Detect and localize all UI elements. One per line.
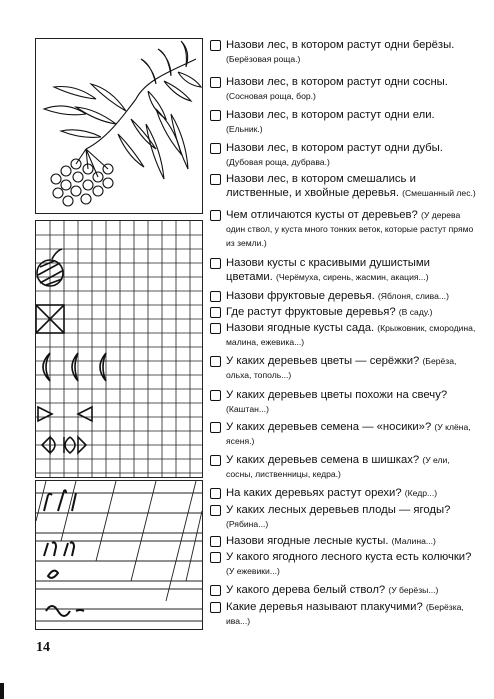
answer-hint: (Смешанный лес.) [402, 188, 476, 198]
question-item [210, 354, 478, 382]
checkbox[interactable] [210, 422, 221, 433]
question-item [210, 583, 478, 597]
question-item [210, 38, 478, 66]
question-text: У какого дерева белый ствол? [226, 584, 386, 596]
question-text: Какие деревья называют плакучими? [226, 601, 423, 613]
question-item [210, 534, 478, 548]
checkbox[interactable] [210, 602, 221, 613]
checkbox[interactable] [210, 323, 221, 334]
question-item [210, 486, 478, 500]
question-item [210, 420, 478, 448]
checkbox[interactable] [210, 258, 221, 269]
question-text: Назови лес, в котором растут одни сосны. [226, 76, 448, 88]
answer-hint: (У дерева один ствол, у куста много тонких веток, которые растут прямо из земли.) [226, 210, 474, 248]
answer-hint: (Яблоня, слива...) [377, 291, 449, 301]
answer-hint: (Берёза, ольха, тополь...) [226, 356, 457, 380]
question-item [210, 208, 478, 250]
question-item [210, 172, 478, 200]
checkbox[interactable] [210, 110, 221, 121]
answer-hint: (У ели, сосны, лиственницы, кедра.) [226, 455, 450, 479]
answer-hint: (Малина...) [391, 536, 436, 546]
answer-hint: (Ельник.) [226, 124, 263, 134]
answer-hint: (Рябина...) [226, 519, 269, 529]
question-text: У каких деревьев цветы — серёжки? [226, 355, 420, 367]
question-item [210, 289, 478, 303]
checkbox[interactable] [210, 356, 221, 367]
answer-hint: (Каштан...) [226, 404, 269, 414]
question-item [210, 75, 478, 103]
question-item [210, 550, 478, 578]
answer-hint: (Сосновая роща, бор.) [226, 91, 316, 101]
answer-hint: (Дубовая роща, дубрава.) [226, 157, 330, 167]
question-item [210, 388, 478, 416]
scan-edge-mark [0, 683, 4, 699]
checkbox[interactable] [210, 210, 221, 221]
question-text: У каких лесных деревьев плоды — ягоды? [226, 504, 451, 516]
answer-hint: (У ежевики...) [226, 566, 280, 576]
question-text: Назови кусты с красивыми душистыми цветами. [226, 257, 430, 283]
drawing-grid [35, 220, 203, 478]
question-text: Назови ягодные кусты сада. [226, 322, 375, 334]
question-item [210, 503, 478, 531]
answer-hint: (Берёзка, ива...) [226, 602, 464, 626]
answer-hint: (Берёзовая роща.) [226, 54, 301, 64]
checkbox[interactable] [210, 505, 221, 516]
checkbox[interactable] [210, 455, 221, 466]
question-text: У каких деревьев семена — «носики»? [226, 421, 432, 433]
question-text: Назови лес, в котором смешались и лиственные, и хвойные деревья. [226, 173, 416, 199]
question-text: У каких деревьев цветы похожи на свечу? [226, 389, 448, 401]
question-item [210, 600, 478, 628]
question-item [210, 305, 478, 319]
checkbox[interactable] [210, 488, 221, 499]
page-number: 14 [36, 640, 50, 655]
checkbox[interactable] [210, 174, 221, 185]
answer-hint: (Черёмуха, сирень, жасмин, акация...) [275, 272, 429, 282]
question-item [210, 321, 478, 349]
question-item [210, 108, 478, 136]
handwriting-practice [35, 480, 203, 630]
checkbox[interactable] [210, 143, 221, 154]
question-text: Назови ягодные лесные кусты. [226, 535, 389, 547]
question-item [210, 256, 478, 284]
question-text: Назови лес, в котором растут одни дубы. [226, 142, 443, 154]
question-text: У каких деревьев семена в шишках? [226, 454, 420, 466]
question-text: Назови лес, в котором растут одни ели. [226, 109, 435, 121]
rowan-branch-illustration [36, 39, 202, 213]
answer-hint: (В саду.) [398, 307, 433, 317]
checkbox[interactable] [210, 585, 221, 596]
rowan-branch-picture [35, 38, 203, 214]
question-item [210, 141, 478, 169]
checkbox[interactable] [210, 291, 221, 302]
answer-hint: (Крыжовник, смородина, малина, ежевика...) [226, 323, 476, 347]
checkbox[interactable] [210, 390, 221, 401]
question-text: У какого ягодного лесного куста есть колючки? [226, 551, 472, 563]
question-text: Где растут фруктовые деревья? [226, 306, 396, 318]
answer-hint: (У клёна, ясеня.) [226, 422, 471, 446]
question-text: Назови лес, в котором растут одни берёзы. [226, 39, 455, 51]
checkbox[interactable] [210, 77, 221, 88]
checkbox[interactable] [210, 536, 221, 547]
answer-hint: (Кедр...) [404, 488, 438, 498]
checkbox[interactable] [210, 40, 221, 51]
question-text: Назови фруктовые деревья. [226, 290, 375, 302]
checkbox[interactable] [210, 552, 221, 563]
handwriting-lines [36, 481, 202, 629]
grid-exercises [36, 221, 202, 477]
checkbox[interactable] [210, 307, 221, 318]
question-item [210, 453, 478, 481]
question-text: На каких деревьях растут орехи? [226, 487, 402, 499]
question-text: Чем отличаются кусты от деревьев? [226, 209, 418, 221]
answer-hint: (У берёзы...) [388, 585, 439, 595]
